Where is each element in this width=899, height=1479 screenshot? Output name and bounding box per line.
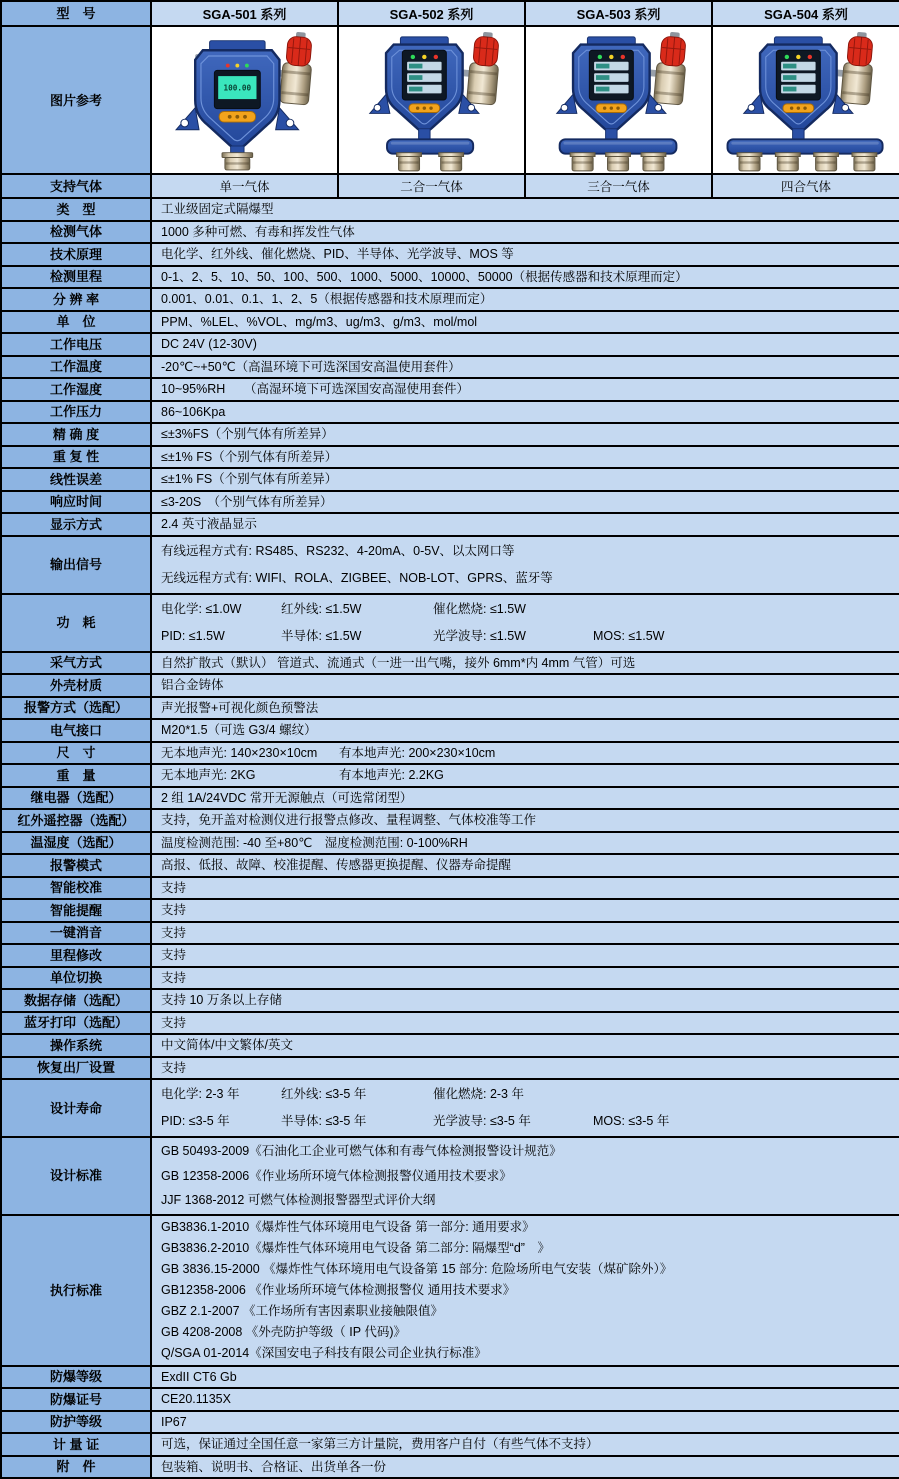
value-line: 0.001、0.01、0.1、1、2、5（根据传感器和技术原理而定） bbox=[161, 292, 493, 306]
row-value bbox=[151, 764, 899, 787]
gases-row bbox=[1, 174, 899, 198]
row-label: 功 耗 bbox=[1, 594, 151, 652]
value-line: 支持 bbox=[161, 925, 187, 940]
value-line: 1000 多种可燃、有毒和挥发性气体 bbox=[161, 224, 355, 239]
spec-row bbox=[1, 243, 899, 266]
row-label: 防爆等级 bbox=[1, 1366, 151, 1389]
spec-row bbox=[1, 423, 899, 446]
value-segment: MOS: ≤1.5W bbox=[593, 628, 665, 643]
row-value bbox=[151, 877, 899, 900]
spec-row bbox=[1, 832, 899, 855]
row-value bbox=[151, 401, 899, 424]
value-line bbox=[161, 596, 890, 623]
spec-row bbox=[1, 1215, 899, 1366]
value-line bbox=[161, 766, 890, 785]
row-value bbox=[151, 423, 899, 446]
row-value bbox=[151, 513, 899, 536]
value-segment: PID: ≤1.5W bbox=[161, 628, 225, 643]
spec-row bbox=[1, 652, 899, 675]
spec-row bbox=[1, 787, 899, 810]
row-label: 线性误差 bbox=[1, 468, 151, 491]
row-value bbox=[151, 378, 899, 401]
spec-row bbox=[1, 288, 899, 311]
spec-row bbox=[1, 311, 899, 334]
row-label: 工作电压 bbox=[1, 333, 151, 356]
row-label-gases: 支持气体 bbox=[1, 174, 151, 198]
row-value bbox=[151, 266, 899, 289]
spec-row bbox=[1, 854, 899, 877]
spec-row bbox=[1, 809, 899, 832]
value-line: JJF 1368-2012 可燃气体检测报警器型式评价大纲 bbox=[161, 1193, 436, 1207]
value-segment: PID: ≤3-5 年 bbox=[161, 1114, 230, 1128]
value-line: GB12358-2006 《作业场所环境气体检测报警仪 通用技术要求》 bbox=[161, 1282, 516, 1297]
row-value bbox=[151, 333, 899, 356]
row-value bbox=[151, 594, 899, 652]
row-value bbox=[151, 742, 899, 765]
gas-type-cell: 三合一气体 bbox=[525, 174, 712, 198]
row-value bbox=[151, 468, 899, 491]
row-label: 防护等级 bbox=[1, 1411, 151, 1434]
value-line: 有线远程方式有: RS485、RS232、4-20mA、0-5V、以太网口等 bbox=[161, 543, 515, 558]
value-line: PPM、%LEL、%VOL、mg/m3、ug/m3、g/m3、mol/mol bbox=[161, 314, 478, 329]
value-line: 10~95%RH （高湿环境下可选深国安高湿使用套件） bbox=[161, 382, 470, 396]
row-value bbox=[151, 1137, 899, 1215]
gas-type-cell: 单一气体 bbox=[151, 174, 338, 198]
value-line: GB 3836.15-2000 《爆炸性气体环境用电气设备第 15 部分: 危险场所电气安装（煤矿除外）》 bbox=[161, 1261, 673, 1276]
value-segment: 电化学: ≤1.0W bbox=[161, 601, 242, 616]
value-line: 温度检测范围: -40 至+80℃ 湿度检测范围: 0-100%RH bbox=[161, 835, 468, 850]
row-label: 执行标准 bbox=[1, 1215, 151, 1366]
spec-row bbox=[1, 378, 899, 401]
row-label: 智能提醒 bbox=[1, 899, 151, 922]
spec-row bbox=[1, 1137, 899, 1215]
value-line: 86~106Kpa bbox=[161, 404, 226, 419]
row-value bbox=[151, 446, 899, 469]
row-value bbox=[151, 1012, 899, 1035]
value-line: 2.4 英寸液晶显示 bbox=[161, 517, 257, 531]
value-line: ≤3-20S （个别气体有所差异） bbox=[161, 494, 333, 509]
value-line: 支持 bbox=[161, 1015, 187, 1030]
value-line: 支持 bbox=[161, 903, 187, 917]
row-label-image: 图片参考 bbox=[1, 26, 151, 174]
value-line: 中文简体/中文繁体/英文 bbox=[161, 1038, 293, 1052]
spec-row bbox=[1, 1057, 899, 1080]
value-line bbox=[161, 1108, 890, 1135]
spec-row bbox=[1, 967, 899, 990]
row-label: 智能校准 bbox=[1, 877, 151, 900]
spec-row bbox=[1, 674, 899, 697]
spec-row bbox=[1, 922, 899, 945]
value-segment: 电化学: 2-3 年 bbox=[161, 1087, 240, 1101]
value-line: 自然扩散式（默认） 管道式、流通式（一进一出气嘴，接外 6mm*内 4mm 气管）可选 bbox=[161, 655, 636, 670]
product-image-cell bbox=[712, 26, 899, 174]
spec-row bbox=[1, 1411, 899, 1434]
model-name: SGA-502 系列 bbox=[338, 1, 525, 26]
product-image-cell bbox=[151, 26, 338, 174]
row-label: 尺 寸 bbox=[1, 742, 151, 765]
product-image-sga-502 bbox=[342, 30, 522, 172]
row-label: 重 量 bbox=[1, 764, 151, 787]
value-line: 2 组 1A/24VDC 常开无源触点（可选常闭型） bbox=[161, 790, 413, 805]
row-value bbox=[151, 674, 899, 697]
spec-row bbox=[1, 899, 899, 922]
value-line: GB3836.2-2010《爆炸性气体环境用电气设备 第二部分: 隔爆型“d” 》 bbox=[161, 1240, 550, 1255]
value-line: ≤±1% FS（个别气体有所差异） bbox=[161, 449, 338, 464]
row-label-model: 型 号 bbox=[1, 1, 151, 26]
spec-row bbox=[1, 697, 899, 720]
value-line: ≤±3%FS（个别气体有所差异） bbox=[161, 427, 334, 441]
row-value bbox=[151, 1388, 899, 1411]
value-segment: MOS: ≤3-5 年 bbox=[593, 1114, 670, 1128]
value-line bbox=[161, 623, 890, 650]
row-label: 温湿度（选配） bbox=[1, 832, 151, 855]
value-line: ExdII CT6 Gb bbox=[161, 1369, 237, 1384]
model-header-row bbox=[1, 1, 899, 26]
product-image-sga-501 bbox=[155, 30, 335, 172]
row-label: 外壳材质 bbox=[1, 674, 151, 697]
product-image-sga-503 bbox=[529, 30, 709, 172]
row-value bbox=[151, 944, 899, 967]
value-line: Q/SGA 01-2014《深国安电子科技有限公司企业执行标准》 bbox=[161, 1345, 487, 1360]
product-image-cell bbox=[525, 26, 712, 174]
row-label: 恢复出厂设置 bbox=[1, 1057, 151, 1080]
row-value bbox=[151, 288, 899, 311]
value-line: 支持 bbox=[161, 948, 187, 962]
spec-row bbox=[1, 266, 899, 289]
value-line: 工业级固定式隔爆型 bbox=[161, 202, 274, 216]
value-segment: 催化燃烧: ≤1.5W bbox=[433, 601, 526, 616]
row-label: 检测里程 bbox=[1, 266, 151, 289]
product-image-cell bbox=[338, 26, 525, 174]
value-line bbox=[161, 1081, 890, 1108]
spec-row bbox=[1, 1079, 899, 1137]
row-value bbox=[151, 854, 899, 877]
row-value bbox=[151, 1456, 899, 1479]
spec-row bbox=[1, 877, 899, 900]
row-label: 蓝牙打印（选配） bbox=[1, 1012, 151, 1035]
row-value bbox=[151, 536, 899, 594]
value-line: M20*1.5（可选 G3/4 螺纹） bbox=[161, 723, 317, 737]
value-line: 支持，免开盖对检测仪进行报警点修改、量程调整、气体校准等工作 bbox=[161, 813, 537, 827]
value-line: 包装箱、说明书、合格证、出货单各一份 bbox=[161, 1459, 387, 1474]
value-segment: 半导体: ≤1.5W bbox=[281, 628, 362, 643]
model-name: SGA-503 系列 bbox=[525, 1, 712, 26]
row-label: 输出信号 bbox=[1, 536, 151, 594]
spec-row bbox=[1, 1456, 899, 1479]
spec-row bbox=[1, 468, 899, 491]
value-segment: 无本地声光: 140×230×10cm bbox=[161, 745, 318, 760]
row-label: 设计寿命 bbox=[1, 1079, 151, 1137]
row-label: 操作系统 bbox=[1, 1034, 151, 1057]
value-segment: 光学波导: ≤3-5 年 bbox=[433, 1114, 531, 1128]
image-row bbox=[1, 26, 899, 174]
value-line: 铝合金铸体 bbox=[161, 678, 224, 692]
spec-row bbox=[1, 536, 899, 594]
value-line: IP67 bbox=[161, 1414, 187, 1429]
value-line: GB 4208-2008 《外壳防护等级（ IP 代码)》 bbox=[161, 1324, 406, 1339]
model-name: SGA-504 系列 bbox=[712, 1, 899, 26]
row-label: 电气接口 bbox=[1, 719, 151, 742]
row-label: 工作湿度 bbox=[1, 378, 151, 401]
spec-row bbox=[1, 719, 899, 742]
value-segment: 有本地声光: 200×230×10cm bbox=[339, 745, 496, 760]
value-line: 0-1、2、5、10、50、100、500、1000、5000、10000、50000（根据传感器和技术原理而定） bbox=[161, 269, 688, 284]
row-label: 检测气体 bbox=[1, 221, 151, 244]
spec-row bbox=[1, 491, 899, 514]
value-segment: 光学波导: ≤1.5W bbox=[433, 628, 526, 643]
value-line: GBZ 2.1-2007 《工作场所有害因素职业接触限值》 bbox=[161, 1303, 443, 1318]
value-line: 支持 bbox=[161, 1060, 187, 1075]
row-label: 工作温度 bbox=[1, 356, 151, 379]
row-value bbox=[151, 1057, 899, 1080]
spec-row bbox=[1, 944, 899, 967]
value-line: 无线远程方式有: WIFI、ROLA、ZIGBEE、NOB-LOT、GPRS、蓝牙等 bbox=[161, 570, 553, 585]
row-label: 数据存储（选配） bbox=[1, 989, 151, 1012]
value-line: ≤±1% FS（个别气体有所差异） bbox=[161, 472, 338, 486]
row-value bbox=[151, 1215, 899, 1366]
spec-row bbox=[1, 333, 899, 356]
row-value bbox=[151, 243, 899, 266]
value-line: CE20.1135X bbox=[161, 1392, 231, 1406]
row-value bbox=[151, 1079, 899, 1137]
value-line: 声光报警+可视化颜色预警法 bbox=[161, 700, 319, 715]
value-segment: 红外线: ≤3-5 年 bbox=[281, 1087, 367, 1101]
row-value bbox=[151, 221, 899, 244]
spec-row bbox=[1, 764, 899, 787]
spec-row bbox=[1, 221, 899, 244]
value-line: 电化学、红外线、催化燃烧、PID、半导体、光学波导、MOS 等 bbox=[161, 247, 514, 261]
row-value bbox=[151, 697, 899, 720]
gas-type-cell: 二合一气体 bbox=[338, 174, 525, 198]
spec-row bbox=[1, 1012, 899, 1035]
row-label: 计 量 证 bbox=[1, 1433, 151, 1456]
row-label: 防爆证号 bbox=[1, 1388, 151, 1411]
row-value bbox=[151, 967, 899, 990]
svg-text:100.00: 100.00 bbox=[223, 83, 251, 93]
value-segment: 红外线: ≤1.5W bbox=[281, 601, 362, 616]
row-label: 工作压力 bbox=[1, 401, 151, 424]
row-label: 响应时间 bbox=[1, 491, 151, 514]
row-value bbox=[151, 652, 899, 675]
value-line: GB 50493-2009《石油化工企业可燃气体和有毒气体检测报警设计规范》 bbox=[161, 1144, 562, 1158]
spec-row bbox=[1, 1433, 899, 1456]
spec-row bbox=[1, 742, 899, 765]
value-line: 支持 10 万条以上存储 bbox=[161, 993, 282, 1007]
spec-row bbox=[1, 1034, 899, 1057]
value-segment: 催化燃烧: 2-3 年 bbox=[433, 1087, 524, 1101]
value-line: 支持 bbox=[161, 970, 187, 985]
row-label: 技术原理 bbox=[1, 243, 151, 266]
product-image-sga-504 bbox=[716, 30, 896, 172]
row-value bbox=[151, 1411, 899, 1434]
row-value bbox=[151, 989, 899, 1012]
row-label: 采气方式 bbox=[1, 652, 151, 675]
value-segment: 无本地声光: 2KG bbox=[161, 768, 256, 782]
row-value bbox=[151, 1433, 899, 1456]
value-segment: 有本地声光: 2.2KG bbox=[339, 768, 444, 782]
row-value bbox=[151, 922, 899, 945]
row-value bbox=[151, 1034, 899, 1057]
value-segment: 半导体: ≤3-5 年 bbox=[281, 1114, 367, 1128]
row-label: 继电器（选配） bbox=[1, 787, 151, 810]
row-value bbox=[151, 899, 899, 922]
spec-row bbox=[1, 356, 899, 379]
value-line bbox=[161, 744, 890, 763]
row-value bbox=[151, 356, 899, 379]
value-line: DC 24V (12-30V) bbox=[161, 337, 257, 351]
row-value bbox=[151, 311, 899, 334]
value-line: -20℃~+50℃（高温环境下可选深国安高温使用套件） bbox=[161, 359, 461, 374]
row-label: 类 型 bbox=[1, 198, 151, 221]
row-label: 精 确 度 bbox=[1, 423, 151, 446]
spec-row bbox=[1, 989, 899, 1012]
row-label: 附 件 bbox=[1, 1456, 151, 1479]
spec-row bbox=[1, 446, 899, 469]
value-line: 可选，保证通过全国任意一家第三方计量院，费用客户自付（有些气体不支持） bbox=[161, 1437, 599, 1451]
row-label: 显示方式 bbox=[1, 513, 151, 536]
gas-type-cell: 四合气体 bbox=[712, 174, 899, 198]
row-label: 报警模式 bbox=[1, 854, 151, 877]
row-value bbox=[151, 491, 899, 514]
row-label: 单 位 bbox=[1, 311, 151, 334]
model-name: SGA-501 系列 bbox=[151, 1, 338, 26]
spec-row bbox=[1, 401, 899, 424]
row-value bbox=[151, 809, 899, 832]
value-line: GB 12358-2006《作业场所环境气体检测报警仪通用技术要求》 bbox=[161, 1168, 512, 1183]
spec-row bbox=[1, 198, 899, 221]
row-label: 红外遥控器（选配） bbox=[1, 809, 151, 832]
row-label: 一键消音 bbox=[1, 922, 151, 945]
value-line: GB3836.1-2010《爆炸性气体环境用电气设备 第一部分: 通用要求》 bbox=[161, 1219, 535, 1234]
spec-row bbox=[1, 1388, 899, 1411]
value-line: 支持 bbox=[161, 880, 187, 895]
row-value bbox=[151, 198, 899, 221]
row-value bbox=[151, 787, 899, 810]
row-label: 单位切换 bbox=[1, 967, 151, 990]
row-label: 里程修改 bbox=[1, 944, 151, 967]
row-value bbox=[151, 719, 899, 742]
row-label: 重 复 性 bbox=[1, 446, 151, 469]
row-label: 报警方式（选配） bbox=[1, 697, 151, 720]
row-label: 设计标准 bbox=[1, 1137, 151, 1215]
spec-row bbox=[1, 594, 899, 652]
value-line: 高报、低报、故障、校准提醒、传感器更换提醒、仪器寿命提醒 bbox=[161, 858, 512, 872]
spec-row bbox=[1, 513, 899, 536]
row-value bbox=[151, 832, 899, 855]
row-label: 分 辨 率 bbox=[1, 288, 151, 311]
